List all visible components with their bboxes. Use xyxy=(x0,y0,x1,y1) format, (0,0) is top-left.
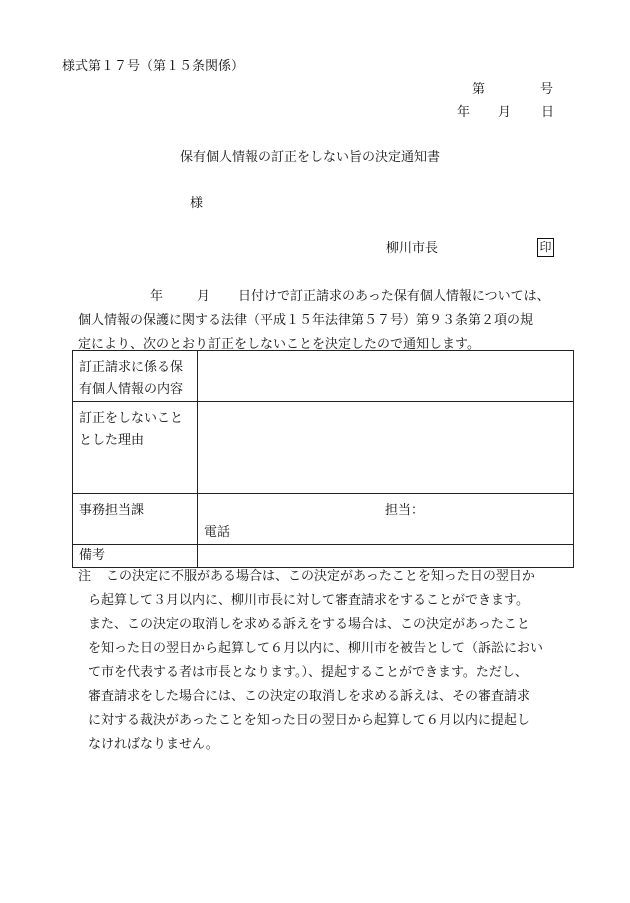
content-label-line-1: 訂正請求に係る保 xyxy=(79,360,184,375)
intro-line-2: 個人情報の保護に関する法律（平成１５年法律第５７号）第９３条第２項の規 xyxy=(78,313,534,328)
content-value-cell[interactable] xyxy=(198,351,574,402)
note-mark: 注 xyxy=(78,569,92,584)
document-number-prefix: 第 xyxy=(472,82,486,97)
note-line-6: 審査請求をした場合には、この決定の取消しを求める訴えは、その審査請求 xyxy=(88,689,531,704)
department-label-cell xyxy=(73,494,198,545)
table-row-reason xyxy=(73,402,574,494)
reason-value-cell[interactable] xyxy=(198,402,574,494)
decision-table xyxy=(72,350,574,568)
intro-line-1-text: 日付けで訂正請求のあった保有個人情報については、 xyxy=(238,289,550,304)
form-number: 様式第１７号（第１５条関係） xyxy=(62,59,245,74)
reason-label-line-2: とした理由 xyxy=(79,433,145,448)
reason-label-line-1: 訂正をしないこと xyxy=(79,411,184,426)
intro-month: 月 xyxy=(197,289,211,304)
date-day-label: 日 xyxy=(541,105,555,120)
table-row-content xyxy=(73,351,574,402)
reason-label-cell xyxy=(73,402,198,494)
content-label-line-2: 有個人情報の内容 xyxy=(79,382,184,397)
note-line-4: を知った日の翌日から起算して６月以内に、柳川市を被告として（訴訟におい xyxy=(88,641,544,656)
issuer-name: 柳川市長 xyxy=(386,241,439,256)
note-line-2: ら起算して３月以内に、柳川市長に対して審査請求をすることができます。 xyxy=(88,593,529,608)
phone-label: 電話 xyxy=(204,525,231,540)
addressee-suffix: 様 xyxy=(190,196,204,211)
document-title: 保有個人情報の訂正をしない旨の決定通知書 xyxy=(180,150,441,165)
date-year-label: 年 xyxy=(457,105,471,120)
note-line-1 xyxy=(78,565,578,589)
note-line-1-text: この決定に不服がある場合は、この決定があったことを知った日の翌日か xyxy=(106,569,535,584)
date-month-label: 月 xyxy=(498,105,512,120)
remarks-label: 備考 xyxy=(79,548,106,563)
intro-line-1 xyxy=(78,285,570,309)
note-line-7: に対する裁決があったことを知った日の翌日から起算して６月以内に提起し xyxy=(88,713,530,728)
note-block xyxy=(78,565,578,757)
content-label-cell xyxy=(73,351,198,402)
contact-person-label: 担当： xyxy=(385,503,425,518)
note-line-5: て市を代表する者は市長となります。）、提起することができます。ただし、 xyxy=(88,665,528,680)
intro-year: 年 xyxy=(150,289,164,304)
document-number-suffix: 号 xyxy=(540,82,554,97)
department-value-cell[interactable] xyxy=(198,494,574,545)
intro-paragraph xyxy=(78,285,570,357)
note-line-3: また、この決定の取消しを求める訴えをする場合は、この決定があったこと xyxy=(88,617,530,632)
note-line-8: なければなりません。 xyxy=(88,737,219,752)
department-label: 事務担当課 xyxy=(79,503,145,518)
intro-line-3: 定により、次のとおり訂正をしないことを決定したので通知します。 xyxy=(78,337,480,352)
seal-mark: 印 xyxy=(537,238,554,257)
table-row-department xyxy=(73,494,574,545)
